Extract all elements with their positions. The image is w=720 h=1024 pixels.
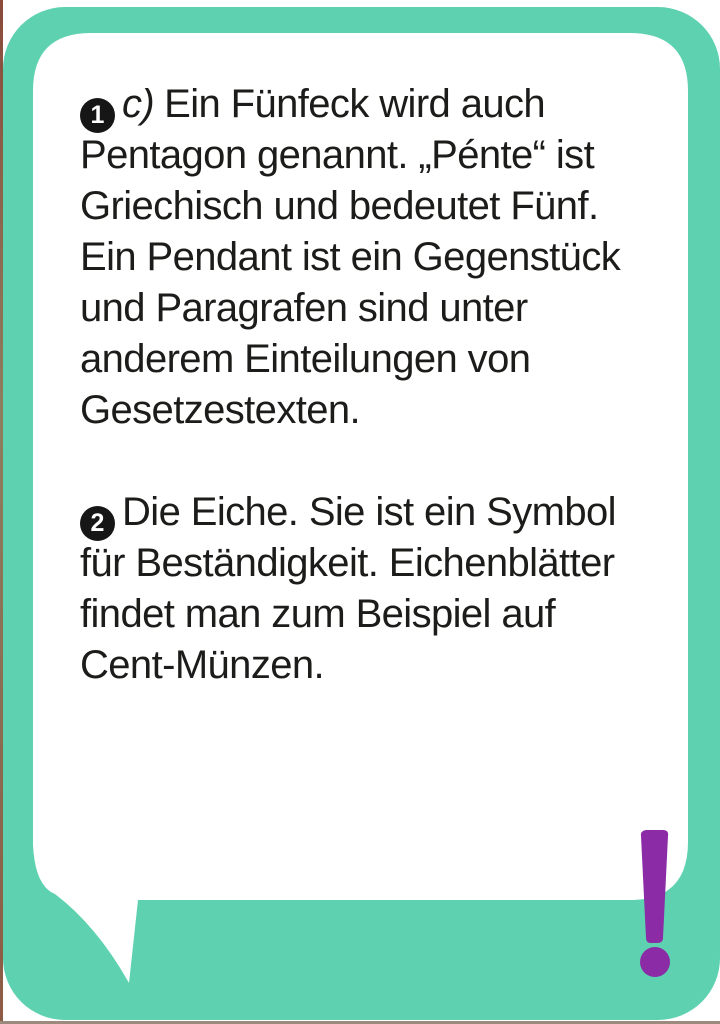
answer-1-number-badge: 1 — [80, 98, 115, 133]
answer-1-letter: c) — [122, 82, 155, 126]
answer-1-line-1 — [80, 79, 695, 130]
answer-1-text: Ein Fünfeck wird auch — [164, 82, 546, 126]
left-scan-edge — [0, 0, 3, 1024]
answer-2-line-4: Cent-Münzen. — [80, 643, 325, 687]
answer-1-line-2: Pentagon genannt. „Pénte“ ist — [80, 133, 595, 177]
answer-1-line-6: anderem Einteilungen von — [80, 337, 531, 381]
answer-1-line-5: und Paragrafen sind unter — [80, 286, 528, 330]
answer-2-line-1 — [80, 487, 695, 538]
answer-2-line-2: für Beständigkeit. Eichenblätter — [80, 541, 615, 585]
answer-2-text: Die Eiche. Sie ist ein Symbol — [122, 490, 616, 534]
answer-1-line-7: Gesetzestexten. — [80, 388, 361, 432]
exclamation-dot — [640, 947, 670, 977]
answer-2-number-badge: 2 — [80, 506, 115, 541]
answer-block-2 — [80, 487, 695, 691]
answer-2-line-3: findet man zum Beispiel auf — [80, 592, 556, 636]
answer-1-line-4: Ein Pendant ist ein Gegenstück — [80, 235, 621, 279]
answer-1-line-3: Griechisch und bedeutet Fünf. — [80, 184, 599, 228]
answer-block-1 — [80, 79, 695, 436]
